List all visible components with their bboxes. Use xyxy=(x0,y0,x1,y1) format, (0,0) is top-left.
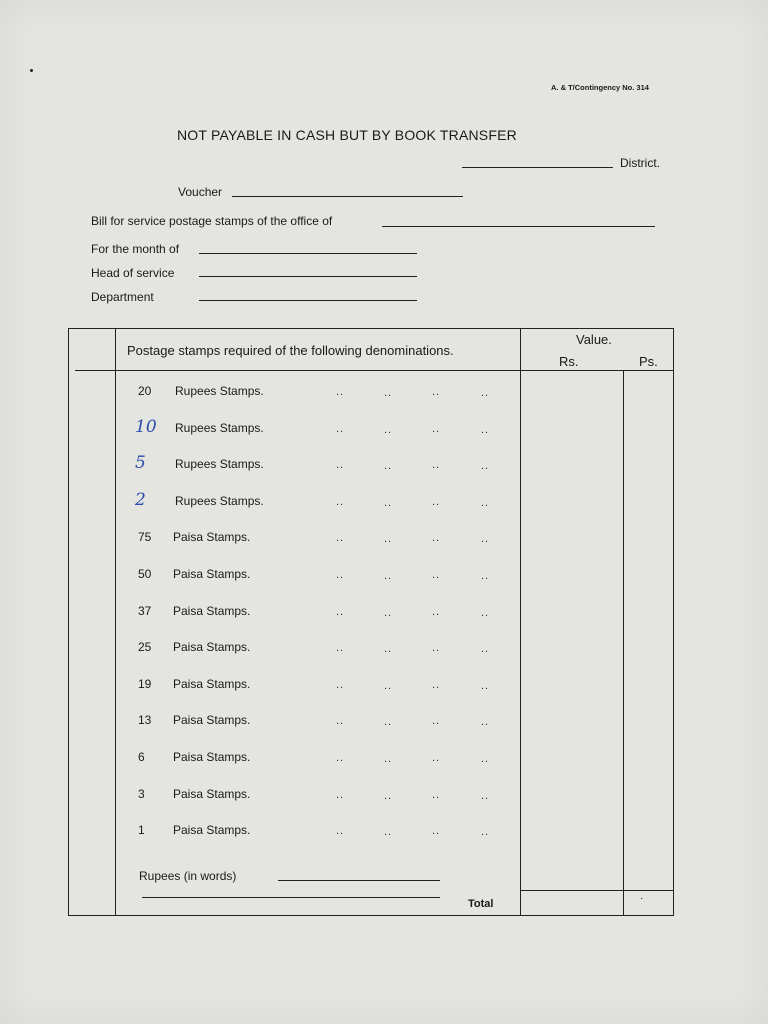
leader-dots: .. xyxy=(384,680,393,692)
paper-speck xyxy=(30,69,33,72)
leader-dots: .. xyxy=(384,570,393,582)
rs-header: Rs. xyxy=(559,354,579,369)
total-ps-mark: · xyxy=(640,893,644,904)
leader-dots: .. xyxy=(336,532,345,544)
stamp-type-label: Rupees Stamps. xyxy=(175,384,264,398)
head-of-service-label: Head of service xyxy=(91,266,175,280)
district-line[interactable] xyxy=(462,167,613,168)
district-label: District. xyxy=(620,156,660,170)
leader-dots: .. xyxy=(384,607,393,619)
leader-dots: .. xyxy=(336,825,345,837)
leader-dots: .. xyxy=(481,570,490,582)
leader-dots: .. xyxy=(336,386,345,398)
leader-dots: .. xyxy=(432,679,441,691)
stamp-type-label: Paisa Stamps. xyxy=(173,823,251,837)
leader-dots: .. xyxy=(481,716,490,728)
leader-dots: .. xyxy=(432,752,441,764)
leader-dots: .. xyxy=(432,569,441,581)
stamp-type-label: Paisa Stamps. xyxy=(173,787,251,801)
stamp-type-label: Rupees Stamps. xyxy=(175,457,264,471)
leader-dots: .. xyxy=(432,459,441,471)
stamp-type-label: Paisa Stamps. xyxy=(173,750,251,764)
denomination-value: 2 xyxy=(135,490,146,510)
voucher-line[interactable] xyxy=(232,196,463,197)
leader-dots: .. xyxy=(481,424,490,436)
leader-dots: .. xyxy=(336,423,345,435)
leader-dots: .. xyxy=(336,715,345,727)
denominations-header: Postage stamps required of the following denominations. xyxy=(127,343,454,358)
denomination-value: 25 xyxy=(138,640,152,654)
leader-dots: .. xyxy=(384,424,393,436)
leader-dots: .. xyxy=(336,752,345,764)
leader-dots: .. xyxy=(432,423,441,435)
leader-dots: .. xyxy=(336,789,345,801)
leader-dots: .. xyxy=(432,825,441,837)
leader-dots: .. xyxy=(481,753,490,765)
leader-dots: .. xyxy=(336,569,345,581)
stamp-type-label: Paisa Stamps. xyxy=(173,640,251,654)
table-divider-value xyxy=(520,328,521,916)
table-header-rule xyxy=(75,370,674,371)
rupees-words-line[interactable] xyxy=(278,880,440,881)
table-divider-rs-ps xyxy=(623,370,624,916)
table-total-rule xyxy=(520,890,674,891)
value-header: Value. xyxy=(576,332,612,347)
leader-dots: .. xyxy=(384,460,393,472)
leader-dots: .. xyxy=(481,790,490,802)
leader-dots: .. xyxy=(481,680,490,692)
leader-dots: .. xyxy=(384,533,393,545)
leader-dots: .. xyxy=(336,459,345,471)
leader-dots: .. xyxy=(432,386,441,398)
voucher-label: Voucher xyxy=(178,185,223,199)
denomination-value: 10 xyxy=(135,417,157,437)
leader-dots: .. xyxy=(336,679,345,691)
stamp-type-label: Rupees Stamps. xyxy=(175,421,264,435)
leader-dots: .. xyxy=(481,643,490,655)
office-line[interactable] xyxy=(382,226,655,227)
ps-header: Ps. xyxy=(639,354,658,369)
month-label: For the month of xyxy=(91,242,180,256)
leader-dots: .. xyxy=(481,497,490,509)
stamp-type-label: Paisa Stamps. xyxy=(173,530,251,544)
stamp-type-label: Paisa Stamps. xyxy=(173,713,251,727)
denomination-value: 5 xyxy=(135,453,146,473)
bill-label: Bill for service postage stamps of the office of xyxy=(91,214,333,228)
leader-dots: .. xyxy=(336,606,345,618)
leader-dots: .. xyxy=(481,460,490,472)
stamp-type-label: Paisa Stamps. xyxy=(173,677,251,691)
leader-dots: .. xyxy=(384,826,393,838)
form-heading: NOT PAYABLE IN CASH BUT BY BOOK TRANSFER xyxy=(177,127,517,143)
department-line[interactable] xyxy=(199,300,417,301)
total-label: Total xyxy=(468,898,494,910)
leader-dots: .. xyxy=(481,826,490,838)
stamp-type-label: Paisa Stamps. xyxy=(173,604,251,618)
head-of-service-line[interactable] xyxy=(199,276,417,277)
leader-dots: .. xyxy=(432,642,441,654)
table-divider-left xyxy=(115,328,116,916)
leader-dots: .. xyxy=(384,497,393,509)
leader-dots: .. xyxy=(481,387,490,399)
leader-dots: .. xyxy=(336,642,345,654)
leader-dots: .. xyxy=(384,790,393,802)
denomination-value: 50 xyxy=(138,567,152,581)
stamp-type-label: Paisa Stamps. xyxy=(173,567,251,581)
denomination-value: 19 xyxy=(138,677,152,691)
leader-dots: .. xyxy=(384,716,393,728)
leader-dots: .. xyxy=(432,496,441,508)
leader-dots: .. xyxy=(481,533,490,545)
leader-dots: .. xyxy=(432,606,441,618)
stamps-table xyxy=(68,328,674,916)
denomination-value: 1 xyxy=(138,823,145,837)
denomination-value: 37 xyxy=(138,604,152,618)
month-line[interactable] xyxy=(199,253,417,254)
denomination-value: 13 xyxy=(138,713,152,727)
rupees-in-words-label: Rupees (in words) xyxy=(139,869,237,883)
denomination-value: 3 xyxy=(138,787,145,801)
leader-dots: .. xyxy=(432,715,441,727)
leader-dots: .. xyxy=(336,496,345,508)
leader-dots: .. xyxy=(384,643,393,655)
leader-dots: .. xyxy=(432,789,441,801)
stamp-type-label: Rupees Stamps. xyxy=(175,494,264,508)
form-number: A. & T/Contingency No. 314 xyxy=(551,83,649,92)
department-label: Department xyxy=(91,290,154,304)
denomination-value: 20 xyxy=(138,384,152,398)
leader-dots: .. xyxy=(384,753,393,765)
leader-dots: .. xyxy=(384,387,393,399)
rupees-words-line-2[interactable] xyxy=(142,897,440,898)
denomination-value: 6 xyxy=(138,750,145,764)
denomination-value: 75 xyxy=(138,530,152,544)
leader-dots: .. xyxy=(481,607,490,619)
leader-dots: .. xyxy=(432,532,441,544)
